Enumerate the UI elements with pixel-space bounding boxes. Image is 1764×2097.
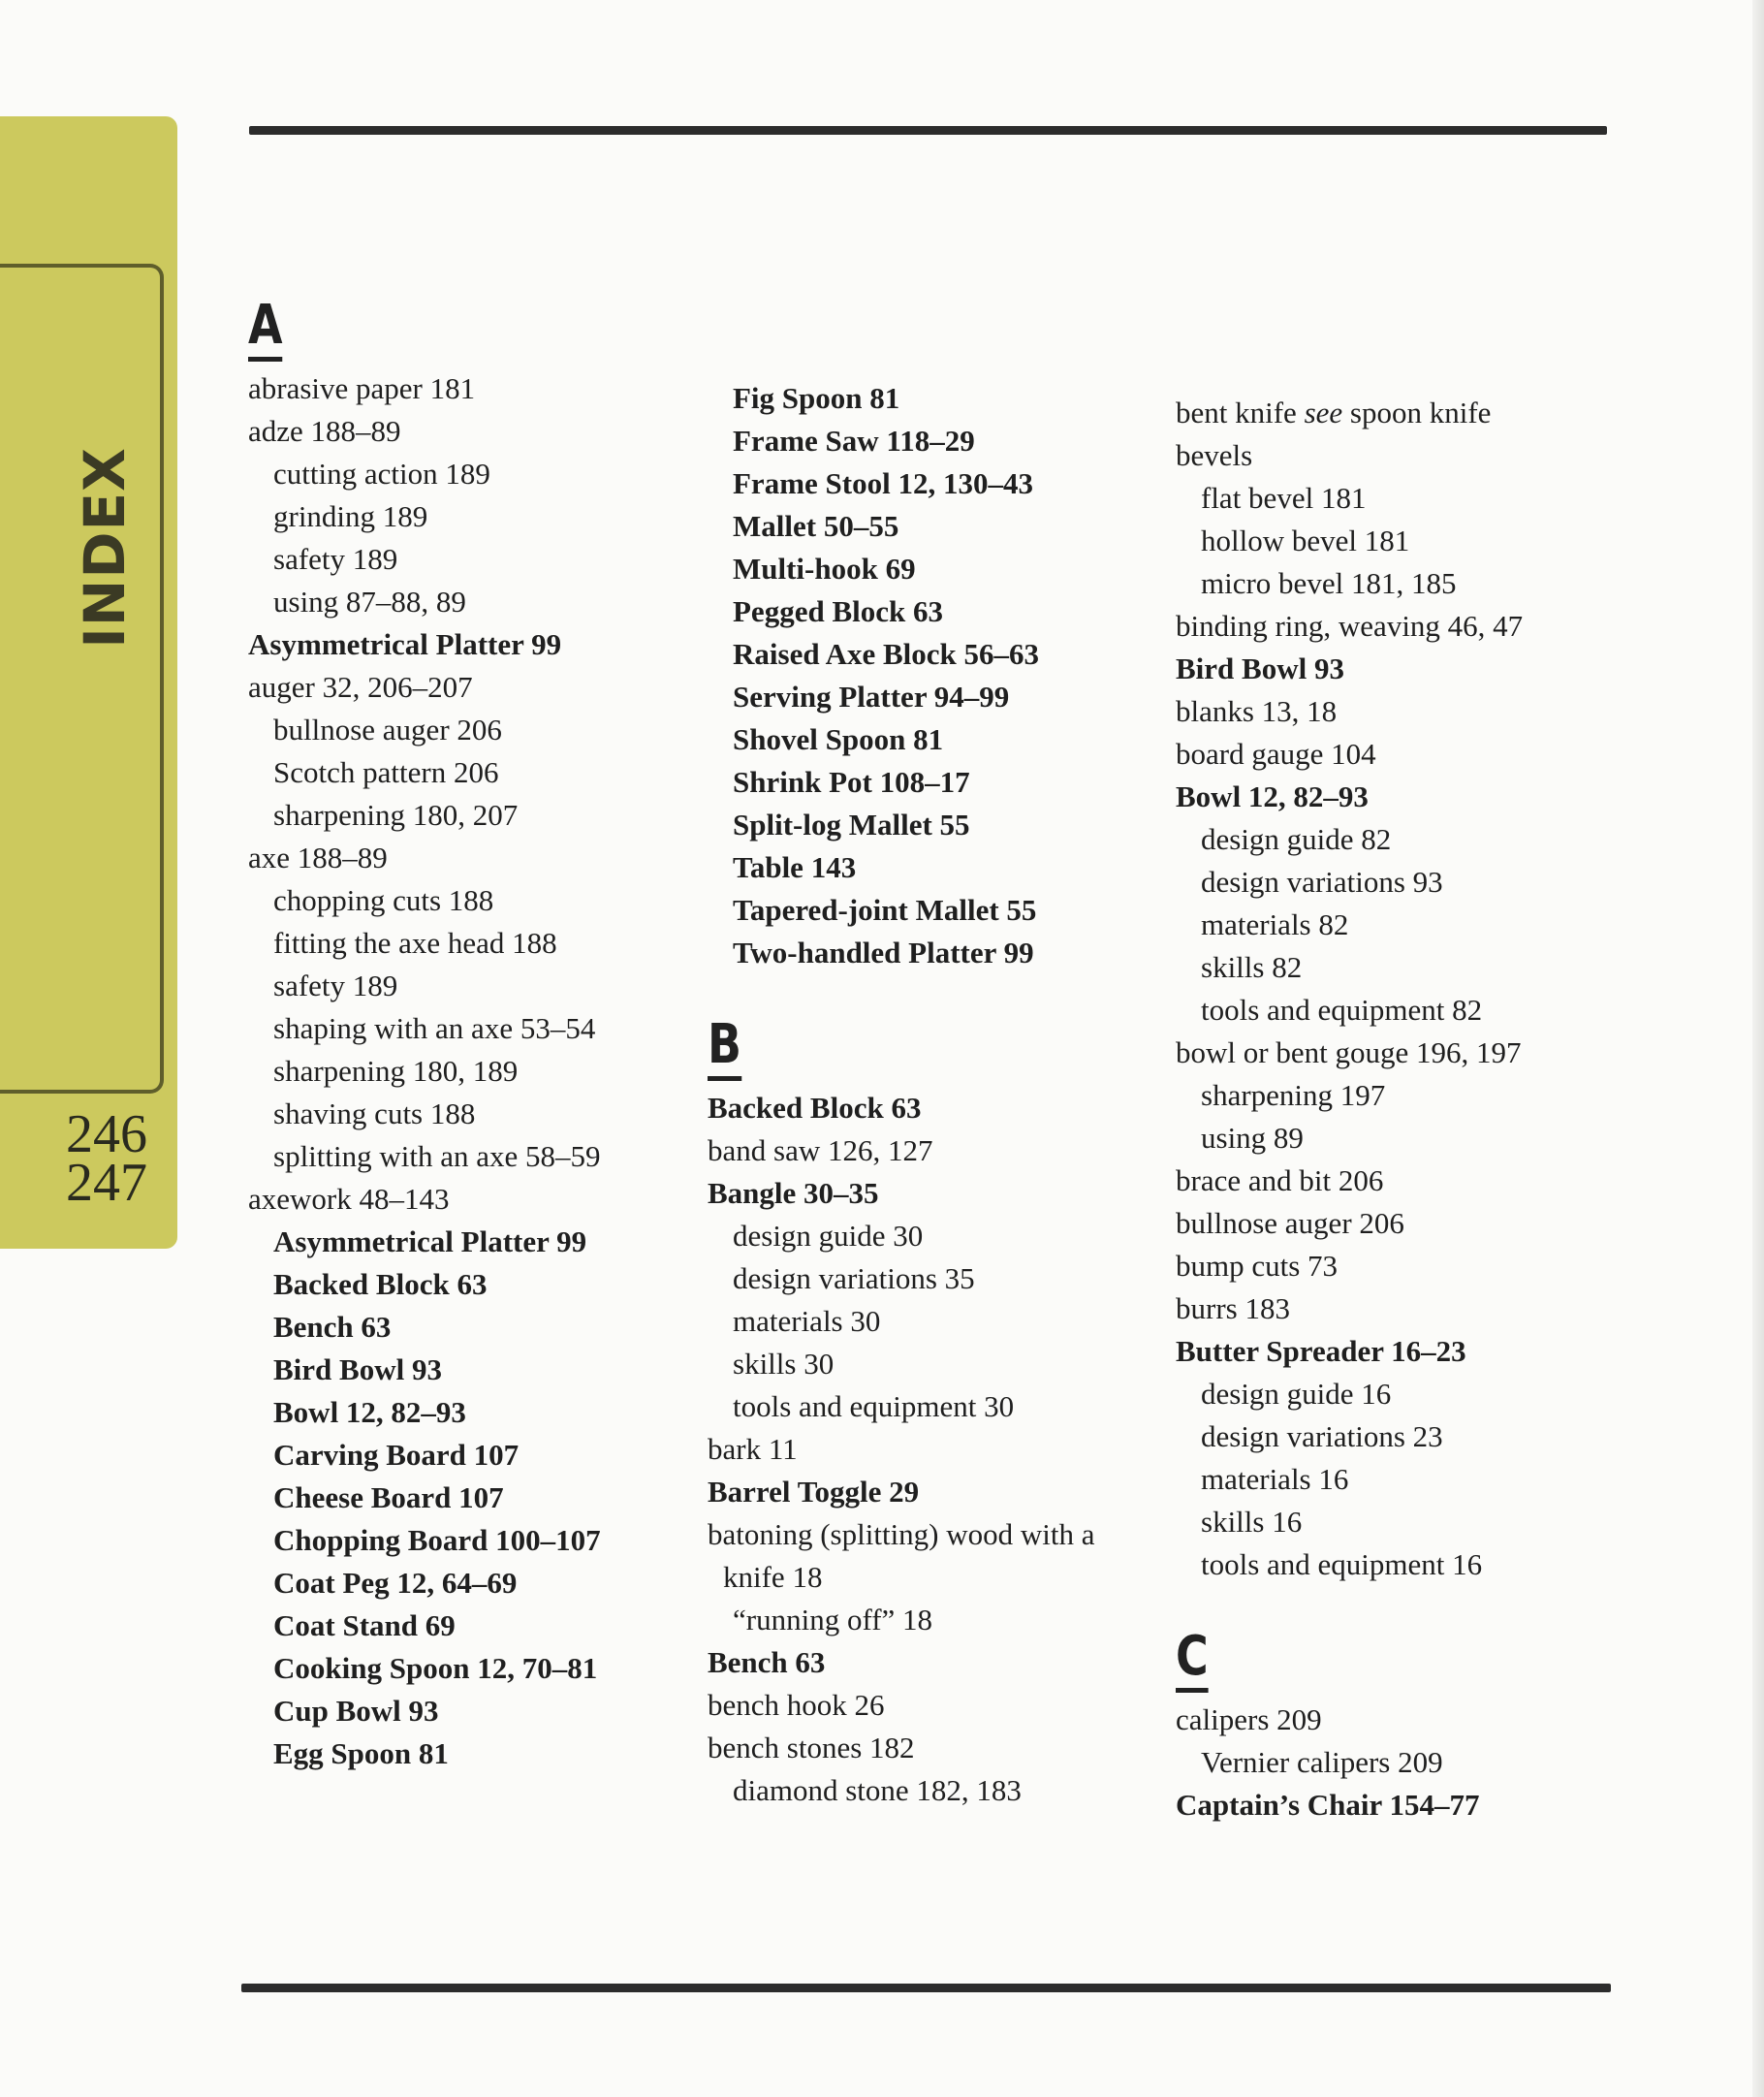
index-entry: band saw 126, 127: [708, 1133, 933, 1167]
index-entry: Shrink Pot 108–17: [733, 765, 970, 799]
index-entry: design variations 93: [1201, 865, 1443, 899]
index-entry: Frame Saw 118–29: [733, 424, 975, 458]
index-section: [248, 294, 601, 1775]
index-entry: design guide 82: [1201, 822, 1392, 856]
index-entry: bevels: [1176, 438, 1253, 472]
index-entry: blanks 13, 18: [1176, 694, 1338, 728]
index-entry: Serving Platter 94–99: [733, 680, 1010, 714]
index-entry: Captain’s Chair 154–77: [1176, 1788, 1480, 1822]
index-entry: Split-log Mallet 55: [733, 808, 970, 842]
index-entry: design variations 35: [733, 1261, 975, 1295]
index-entry: Coat Stand 69: [273, 1608, 456, 1642]
index-entry: batoning (splitting) wood with a: [708, 1517, 1095, 1551]
top-rule: [249, 126, 1607, 135]
index-entry: bullnose auger 206: [1176, 1206, 1404, 1240]
bottom-rule: [241, 1984, 1611, 1992]
index-entry: Chopping Board 100–107: [273, 1523, 601, 1557]
index-entry: Scotch pattern 206: [273, 755, 499, 789]
index-section: [1176, 392, 1523, 1586]
index-entry: using 89: [1201, 1121, 1304, 1155]
index-entry: [1176, 392, 1523, 434]
index-entry: Bowl 12, 82–93: [273, 1395, 466, 1429]
index-entry: Asymmetrical Platter 99: [273, 1224, 587, 1258]
index-entry: calipers 209: [1176, 1702, 1322, 1736]
index-entry: diamond stone 182, 183: [733, 1773, 1022, 1807]
page-edge: [1752, 0, 1764, 2097]
index-entry: abrasive paper 181: [248, 371, 476, 405]
side-tab-label: INDEX: [72, 447, 138, 649]
index-entry: micro bevel 181, 185: [1201, 566, 1457, 600]
index-column-2: [708, 334, 1095, 1812]
index-entry: sharpening 197: [1201, 1078, 1386, 1112]
section-letter: B: [708, 1017, 741, 1081]
index-entry: skills 82: [1201, 950, 1303, 984]
index-entry: bullnose auger 206: [273, 713, 502, 747]
index-entry: tools and equipment 82: [1201, 993, 1483, 1027]
index-entry: splitting with an axe 58–59: [273, 1139, 601, 1173]
index-entry: Fig Spoon 81: [733, 381, 900, 415]
index-section: [1176, 1625, 1523, 1827]
index-entry: Raised Axe Block 56–63: [733, 637, 1040, 671]
page-number-left: 246: [66, 1104, 147, 1164]
section-letter: A: [248, 298, 283, 362]
index-entry: shaving cuts 188: [273, 1096, 476, 1130]
index-entry: flat bevel 181: [1201, 481, 1367, 515]
see-reference: see: [1304, 396, 1343, 429]
section-letter: C: [1176, 1629, 1209, 1693]
index-entry: hollow bevel 181: [1201, 524, 1410, 557]
index-entry: bark 11: [708, 1432, 798, 1466]
index-entry: Egg Spoon 81: [273, 1736, 449, 1770]
entry-term: bent knife: [1176, 396, 1297, 429]
index-entry: Carving Board 107: [273, 1438, 520, 1472]
index-entry: axe 188–89: [248, 841, 388, 874]
index-entry: skills 16: [1201, 1505, 1303, 1539]
index-entry: knife 18: [723, 1560, 823, 1594]
index-entry: Pegged Block 63: [733, 594, 943, 628]
index-entry: skills 30: [733, 1347, 835, 1381]
index-entry: bench hook 26: [708, 1688, 885, 1722]
index-entry: design guide 16: [1201, 1377, 1392, 1411]
page-number-right: 247: [66, 1153, 147, 1213]
index-entry: tools and equipment 16: [1201, 1547, 1483, 1581]
index-entry: Asymmetrical Platter 99: [248, 627, 562, 661]
index-entry: Bird Bowl 93: [273, 1352, 442, 1386]
index-entry: brace and bit 206: [1176, 1163, 1384, 1197]
index-entry: “running off” 18: [733, 1603, 933, 1636]
index-entry: materials 30: [733, 1304, 881, 1338]
index-entry: fitting the axe head 188: [273, 926, 557, 960]
index-entry: sharpening 180, 189: [273, 1054, 519, 1088]
index-entry: safety 189: [273, 542, 398, 576]
index-entry: shaping with an axe 53–54: [273, 1011, 596, 1045]
index-entry: Bowl 12, 82–93: [1176, 779, 1369, 813]
index-entry: Butter Spreader 16–23: [1176, 1334, 1466, 1368]
index-entry: Tapered-joint Mallet 55: [733, 893, 1037, 927]
side-tab-frame: [0, 264, 164, 1094]
index-side-tab: [0, 116, 177, 1249]
index-entry: auger 32, 206–207: [248, 670, 473, 704]
index-entry: Bench 63: [708, 1645, 826, 1679]
index-entry: binding ring, weaving 46, 47: [1176, 609, 1524, 643]
index-entry: axework 48–143: [248, 1182, 450, 1216]
index-entry: Backed Block 63: [708, 1091, 922, 1125]
index-entry: design variations 23: [1201, 1419, 1443, 1453]
index-entry: Backed Block 63: [273, 1267, 488, 1301]
index-entry: Bangle 30–35: [708, 1176, 879, 1210]
index-column-3: [1176, 349, 1523, 1827]
index-entry: burrs 183: [1176, 1291, 1290, 1325]
index-entry: materials 82: [1201, 907, 1349, 941]
index-entry: chopping cuts 188: [273, 883, 494, 917]
index-entry: adze 188–89: [248, 414, 401, 448]
index-entry: Coat Peg 12, 64–69: [273, 1566, 518, 1600]
index-entry: bench stones 182: [708, 1731, 915, 1764]
index-entry: Mallet 50–55: [733, 509, 899, 543]
index-entry: bump cuts 73: [1176, 1249, 1339, 1283]
index-entry: Two-handled Platter 99: [733, 936, 1034, 969]
index-section: [708, 1013, 1095, 1812]
see-target: spoon knife: [1349, 396, 1492, 429]
index-entry: Cheese Board 107: [273, 1480, 504, 1514]
index-entry: Table 143: [733, 850, 857, 884]
index-entry: Frame Stool 12, 130–43: [733, 466, 1033, 500]
index-entry: bowl or bent gouge 196, 197: [1176, 1035, 1522, 1069]
index-entry: materials 16: [1201, 1462, 1349, 1496]
index-entry: Shovel Spoon 81: [733, 722, 944, 756]
index-entry: tools and equipment 30: [733, 1389, 1015, 1423]
index-entry: Cup Bowl 93: [273, 1694, 439, 1728]
index-entry: design guide 30: [733, 1219, 924, 1253]
index-column-1: [248, 294, 601, 1775]
index-section: [708, 377, 1095, 974]
index-entry: Bench 63: [273, 1310, 392, 1344]
index-entry: safety 189: [273, 969, 398, 1002]
index-entry: Multi-hook 69: [733, 552, 916, 586]
index-entry: cutting action 189: [273, 457, 490, 491]
index-entry: board gauge 104: [1176, 737, 1376, 771]
index-entry: using 87–88, 89: [273, 585, 466, 619]
index-entry: Barrel Toggle 29: [708, 1475, 920, 1509]
index-entry: Vernier calipers 209: [1201, 1745, 1443, 1779]
index-entry: Bird Bowl 93: [1176, 651, 1344, 685]
index-entry: grinding 189: [273, 499, 428, 533]
index-entry: sharpening 180, 207: [273, 798, 519, 832]
index-entry: Cooking Spoon 12, 70–81: [273, 1651, 598, 1685]
